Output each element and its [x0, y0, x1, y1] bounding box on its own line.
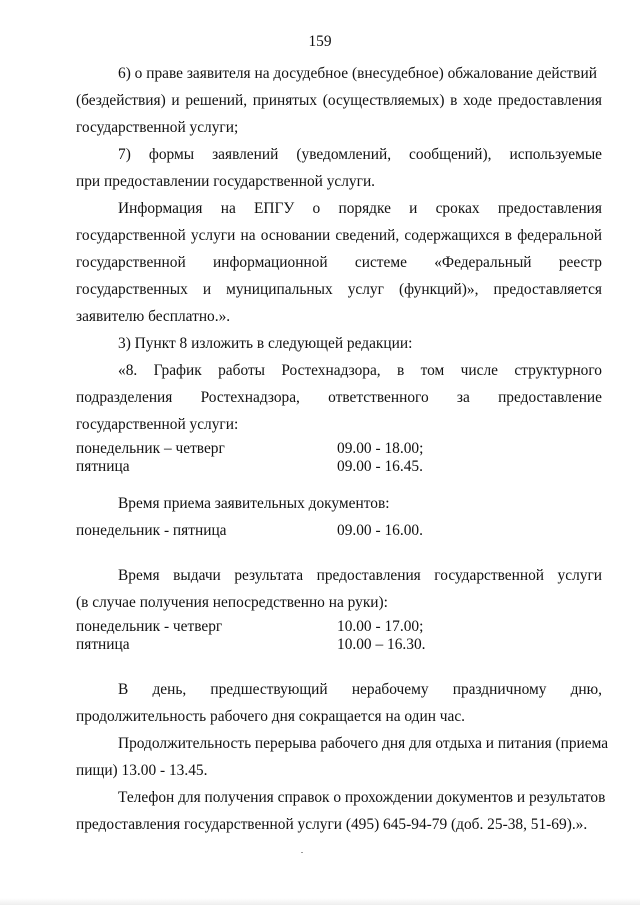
text-line: «8. График работы Ростехнадзора, в том числе структурного: [118, 362, 602, 379]
scan-speck: [301, 852, 303, 853]
text-line: В день, предшествующий нерабочему праздничному дню,: [118, 681, 602, 698]
text-line: Время выдачи результата предоставления государственной услуги: [118, 567, 602, 584]
text-line: пищи) 13.00 - 13.45.: [76, 762, 208, 779]
text-line: Время приема заявительных документов:: [118, 495, 390, 512]
schedule-days: пятница: [76, 458, 130, 475]
schedule-days: пятница: [76, 636, 130, 653]
text-line: государственной услуги на основании сведений, содержащихся в федеральной: [76, 227, 602, 244]
text-line: при предоставлении государственной услуги.: [76, 173, 376, 190]
text-line: 6) о праве заявителя на досудебное (внесудебное) обжалование действий: [118, 65, 597, 82]
text-line: государственной услуги;: [76, 119, 239, 136]
text-line: Телефон для получения справок о прохождении документов и результатов: [118, 789, 606, 806]
text-line: Продолжительность перерыва рабочего дня для отдыха и питания (приема: [118, 735, 609, 752]
schedule-time: 10.00 - 17.00;: [337, 618, 424, 635]
text-line: государственной информационной системе «Федеральный реестр: [76, 254, 602, 271]
page-bottom-edge: [0, 898, 640, 905]
text-line: государственной услуги:: [76, 416, 239, 433]
text-line: 7) формы заявлений (уведомлений, сообщений), используемые: [118, 146, 602, 163]
schedule-days: понедельник - четверг: [76, 618, 223, 635]
text-line: Информация на ЕПГУ о порядке и сроках предоставления: [118, 200, 602, 217]
text-line: (бездействия) и решений, принятых (осуществляемых) в ходе предоставления: [76, 92, 602, 109]
schedule-time: 09.00 - 16.45.: [337, 458, 423, 475]
text-line: подразделения Ростехнадзора, ответственного за предоставление: [76, 389, 602, 406]
text-line: заявителю бесплатно.».: [76, 308, 231, 325]
schedule-days: понедельник – четверг: [76, 440, 225, 457]
text-line: (в случае получения непосредственно на руки):: [76, 594, 388, 611]
schedule-time: 10.00 – 16.30.: [337, 636, 426, 653]
text-line: предоставления государственной услуги (495) 645-94-79 (доб. 25-38, 51-69).».: [76, 816, 588, 833]
schedule-time: 09.00 - 18.00;: [337, 440, 424, 457]
text-line: продолжительность рабочего дня сокращается на один час.: [76, 708, 466, 725]
page-number: 159: [308, 33, 332, 50]
schedule-days: понедельник - пятница: [76, 522, 227, 539]
text-line: 3) Пункт 8 изложить в следующей редакции:: [118, 335, 413, 352]
text-line: государственных и муниципальных услуг (функций)», предоставляется: [76, 281, 602, 298]
schedule-time: 09.00 - 16.00.: [337, 522, 423, 539]
